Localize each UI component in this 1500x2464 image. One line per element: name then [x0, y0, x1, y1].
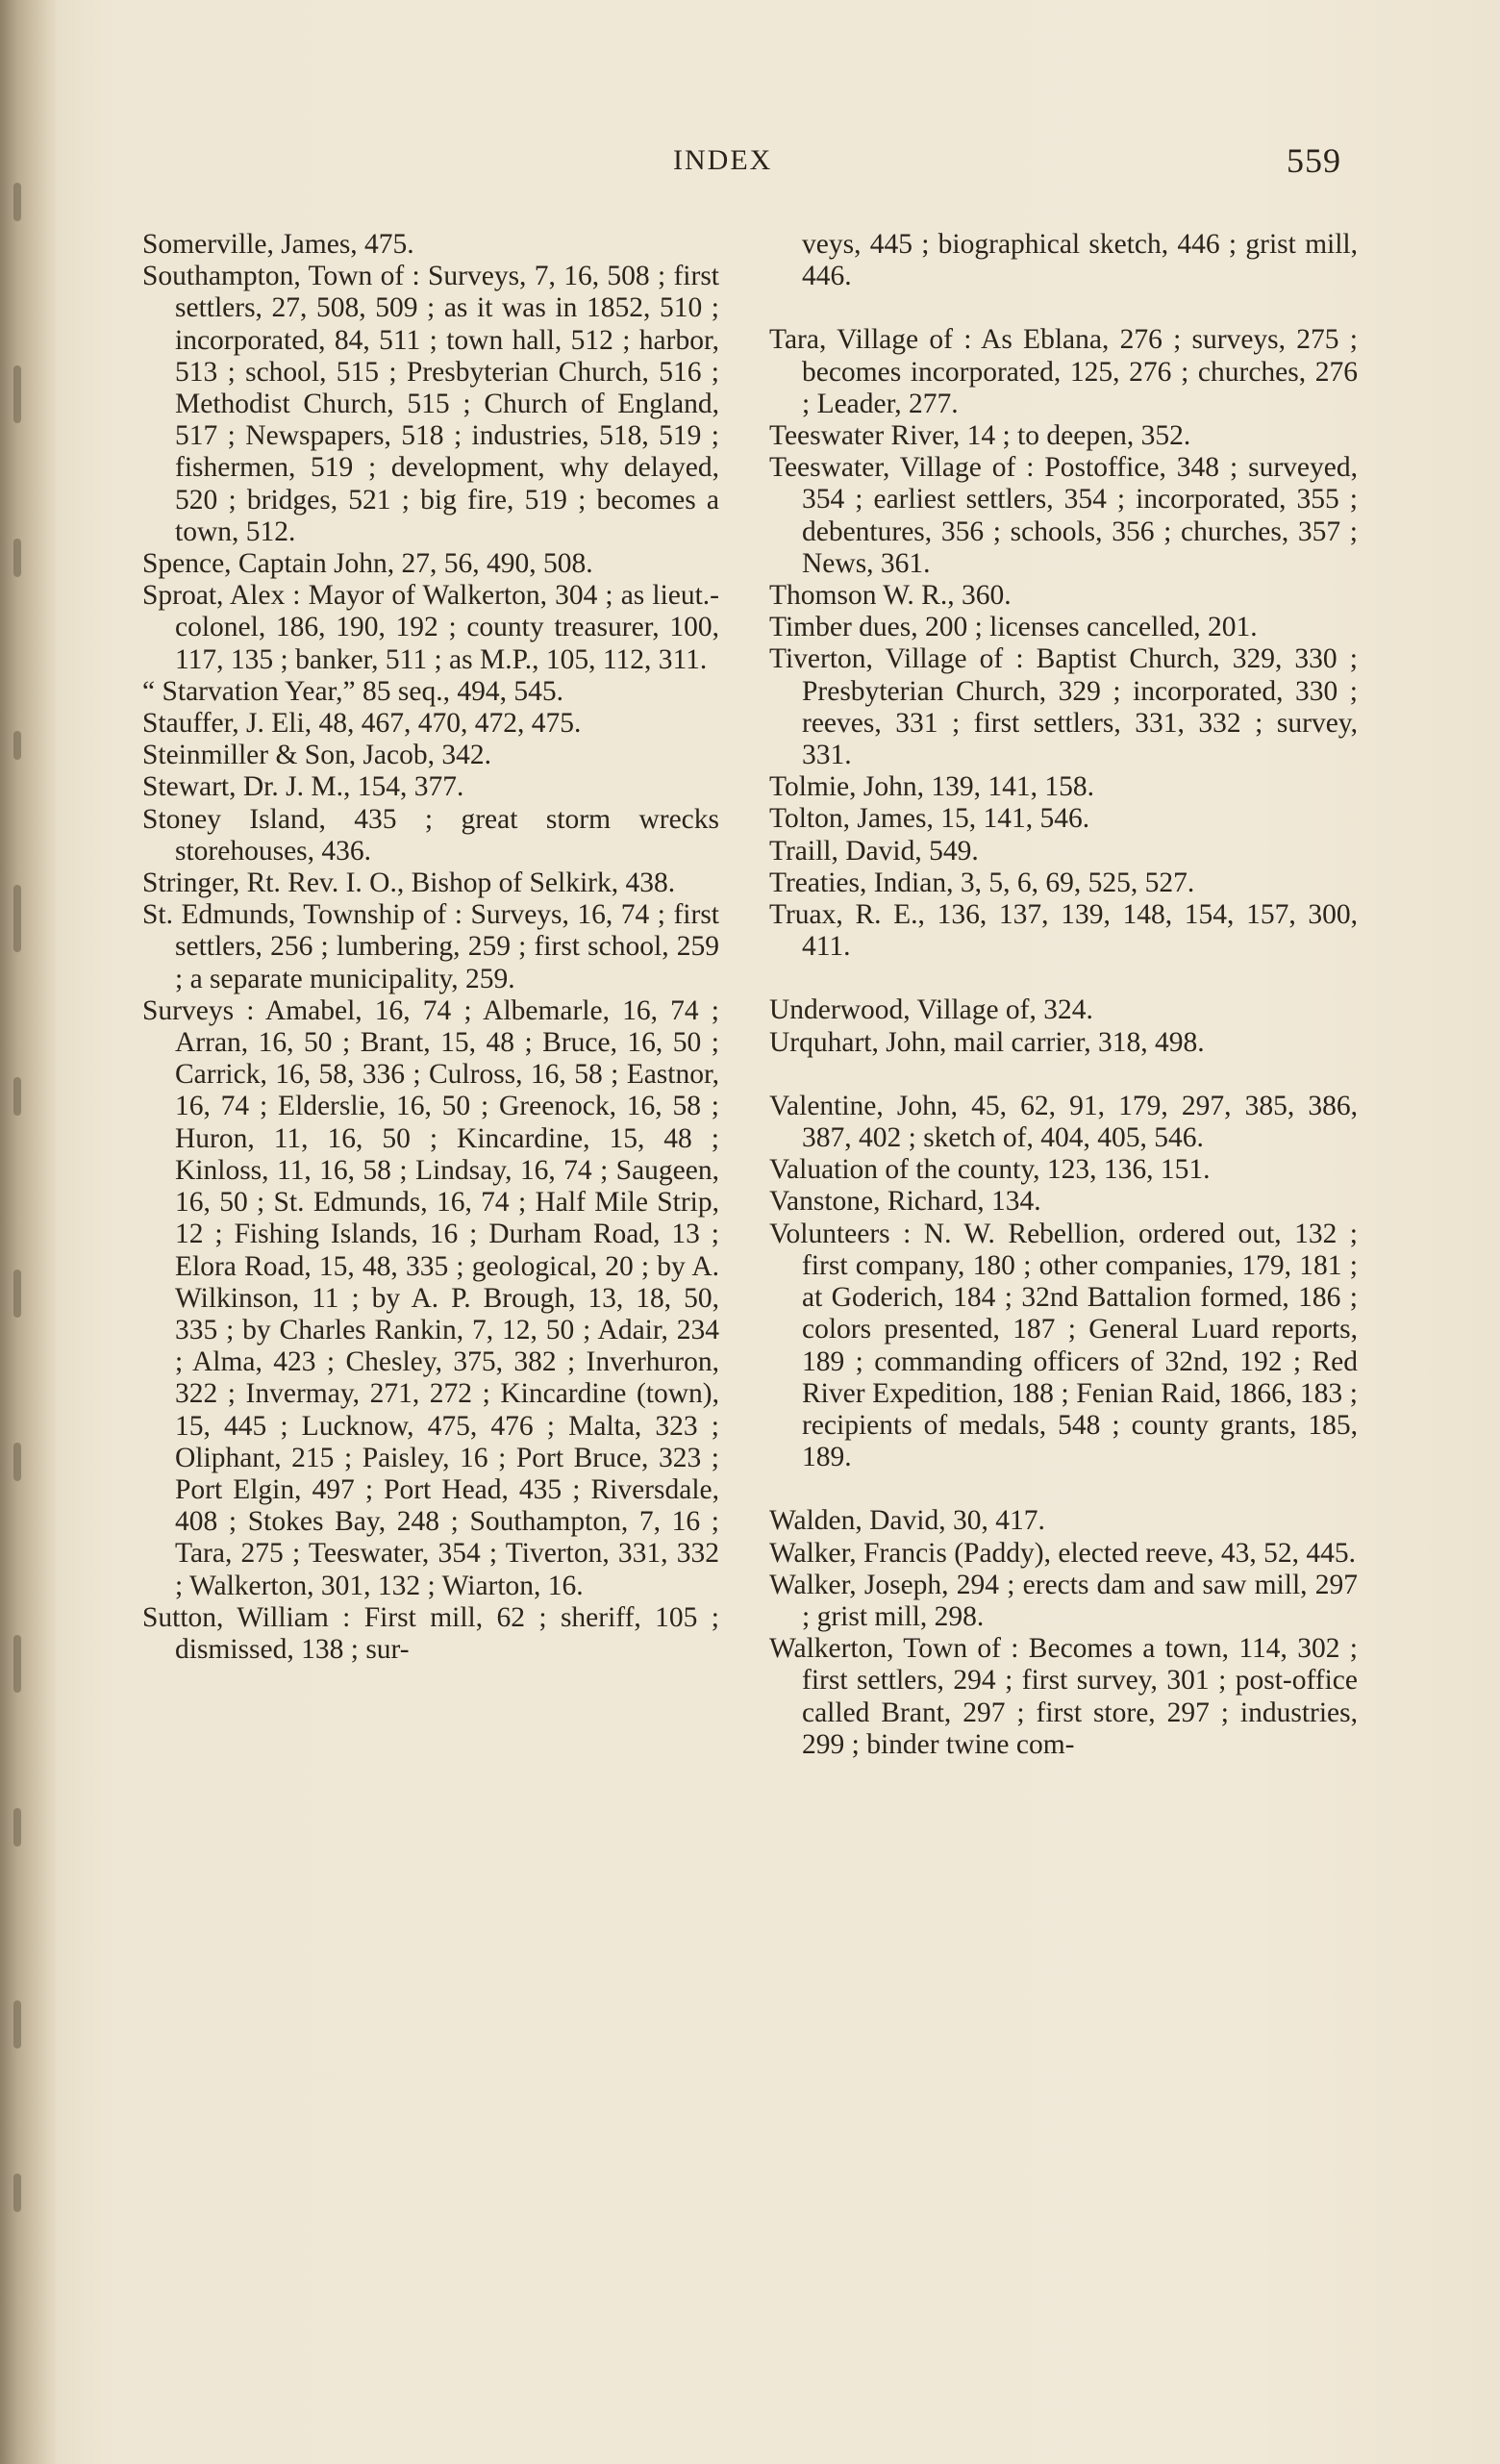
index-entry: Vanstone, Richard, 134.	[769, 1186, 1041, 1218]
index-entry: Walkerton, Town of : Becomes a town, 114, 302 ; first settlers, 294 ; first survey, 301 ; post-office called Brant, 297 ; first store, 297 ; industries, 299 ; binder twine com-	[769, 1633, 1358, 1760]
index-entry: Tolmie, John, 139, 141, 158.	[769, 771, 1094, 803]
index-entry: Stringer, Rt. Rev. I. O., Bishop of Selkirk, 438.	[142, 867, 676, 899]
index-entry: Walker, Joseph, 294 ; erects dam and saw mill, 297 ; grist mill, 298.	[769, 1569, 1358, 1632]
index-entry: Stewart, Dr. J. M., 154, 377.	[142, 771, 464, 803]
index-entry: Teeswater, Village of : Postoffice, 348 ; surveyed, 354 ; earliest settlers, 354 ; incorporated, 355 ; debentures, 356 ; schools, 356 ; churches, 357 ; News, 361.	[769, 452, 1358, 579]
index-entry: “ Starvation Year,” 85 seq., 494, 545.	[142, 675, 563, 707]
index-entry: Somerville, James, 475.	[142, 229, 414, 260]
index-entry: Sproat, Alex : Mayor of Walkerton, 304 ; as lieut.-colonel, 186, 190, 192 ; county treasurer, 100, 117, 135 ; banker, 511 ; as M.P., 105, 112, 311.	[142, 580, 719, 675]
index-entry: Tara, Village of : As Eblana, 276 ; surveys, 275 ; becomes incorporated, 125, 276 ; churches, 276 ; Leader, 277.	[769, 324, 1358, 419]
index-entry: Tolton, James, 15, 141, 546.	[769, 803, 1090, 835]
index-column-left	[142, 229, 719, 1666]
letter-section-gap	[769, 963, 1358, 994]
running-title: INDEX	[673, 144, 773, 176]
index-entry: Valuation of the county, 123, 136, 151.	[769, 1154, 1211, 1186]
index-entry: Stauffer, J. Eli, 48, 467, 470, 472, 475.	[142, 708, 582, 740]
index-entry: Traill, David, 549.	[769, 835, 979, 867]
index-entry: Walden, David, 30, 417.	[769, 1505, 1045, 1537]
index-entry: Steinmiller & Son, Jacob, 342.	[142, 740, 491, 771]
index-entry: Timber dues, 200 ; licenses cancelled, 201.	[769, 612, 1258, 643]
index-entry: Southampton, Town of : Surveys, 7, 16, 508 ; first settlers, 27, 508, 509 ; as it was in 1852, 510 ; incorporated, 84, 511 ; town hall, 512 ; harbor, 513 ; school, 515 ; Presbyterian Church, 516 ; Methodist Church, 515 ; Church of England, 517 ; Newspapers, 518 ; industries, 518, 519 ; fishermen, 519 ; development, why delayed, 520 ; bridges, 521 ; big fire, 519 ; becomes a town, 512.	[142, 261, 719, 547]
index-entry: St. Edmunds, Township of : Surveys, 16, 74 ; first settlers, 256 ; lumbering, 259 ; first school, 259 ; a separate municipality, 259.	[142, 899, 719, 994]
index-entry: Underwood, Village of, 324.	[769, 994, 1093, 1026]
index-entry: Urquhart, John, mail carrier, 318, 498.	[769, 1026, 1205, 1058]
page-header	[0, 141, 1500, 192]
index-entry: Stoney Island, 435 ; great storm wrecks storehouses, 436.	[142, 803, 719, 867]
index-entry: Walker, Francis (Paddy), elected reeve, 43, 52, 445.	[769, 1537, 1356, 1569]
page-number: 559	[1287, 141, 1341, 180]
index-entry: Tiverton, Village of : Baptist Church, 329, 330 ; Presbyterian Church, 329 ; incorporated, 330 ; reeves, 331 ; first settlers, 331, 332 ; survey, 331.	[769, 643, 1358, 771]
index-entry: Teeswater River, 14 ; to deepen, 352.	[769, 420, 1191, 452]
index-entry: Treaties, Indian, 3, 5, 6, 69, 525, 527.	[769, 867, 1195, 898]
index-column-right	[769, 229, 1358, 1761]
letter-section-gap	[769, 1059, 1358, 1091]
index-entry: Truax, R. E., 136, 137, 139, 148, 154, 157, 300, 411.	[769, 899, 1358, 963]
index-entry: Thomson W. R., 360.	[769, 580, 1012, 612]
letter-section-gap	[769, 292, 1358, 324]
letter-section-gap	[769, 1473, 1358, 1505]
index-entry-continuation: veys, 445 ; biographical sketch, 446 ; grist mill, 446.	[802, 229, 1358, 292]
index-entry: Volunteers : N. W. Rebellion, ordered out, 132 ; first company, 180 ; other companies, 179, 181 ; at Goderich, 184 ; 32nd Battalion formed, 186 ; colors presented, 187 ; General Luard reports, 189 ; commanding officers of 32nd, 192 ; Red River Expedition, 188 ; Fenian Raid, 1866, 183 ; recipients of medals, 548 ; county grants, 185, 189.	[769, 1218, 1358, 1473]
index-entry: Valentine, John, 45, 62, 91, 179, 297, 385, 386, 387, 402 ; sketch of, 404, 405, 546.	[769, 1090, 1358, 1154]
index-entry: Sutton, William : First mill, 62 ; sheriff, 105 ; dismissed, 138 ; sur-	[142, 1601, 719, 1665]
index-entry: Spence, Captain John, 27, 56, 490, 508.	[142, 548, 593, 580]
page-binding-edge	[0, 0, 58, 2464]
index-entry: Surveys : Amabel, 16, 74 ; Albemarle, 16, 74 ; Arran, 16, 50 ; Brant, 15, 48 ; Bruce, 16, 50 ; Carrick, 16, 58, 336 ; Culross, 16, 58 ; Eastnor, 16, 74 ; Elderslie, 16, 50 ; Greenock, 16, 58 ; Huron, 11, 16, 50 ; Kincardine, 15, 48 ; Kinloss, 11, 16, 58 ; Lindsay, 16, 74 ; Saugeen, 16, 50 ; St. Edmunds, 16, 74 ; Half Mile Strip, 12 ; Fishing Islands, 16 ; Durham Road, 13 ; Elora Road, 15, 48, 335 ; geological, 20 ; by A. Wilkinson, 11 ; by A. P. Brough, 13, 18, 50, 335 ; by Charles Rankin, 7, 12, 50 ; Adair, 234 ; Alma, 423 ; Chesley, 375, 382 ; Inverhuron, 322 ; Invermay, 271, 272 ; Kincardine (town), 15, 445 ; Lucknow, 475, 476 ; Malta, 323 ; Oliphant, 215 ; Paisley, 16 ; Port Bruce, 323 ; Port Elgin, 497 ; Port Head, 435 ; Riversdale, 408 ; Stokes Bay, 248 ; Southampton, 7, 16 ; Tara, 275 ; Teeswater, 354 ; Tiverton, 331, 332 ; Walkerton, 301, 132 ; Wiarton, 16.	[142, 994, 719, 1601]
